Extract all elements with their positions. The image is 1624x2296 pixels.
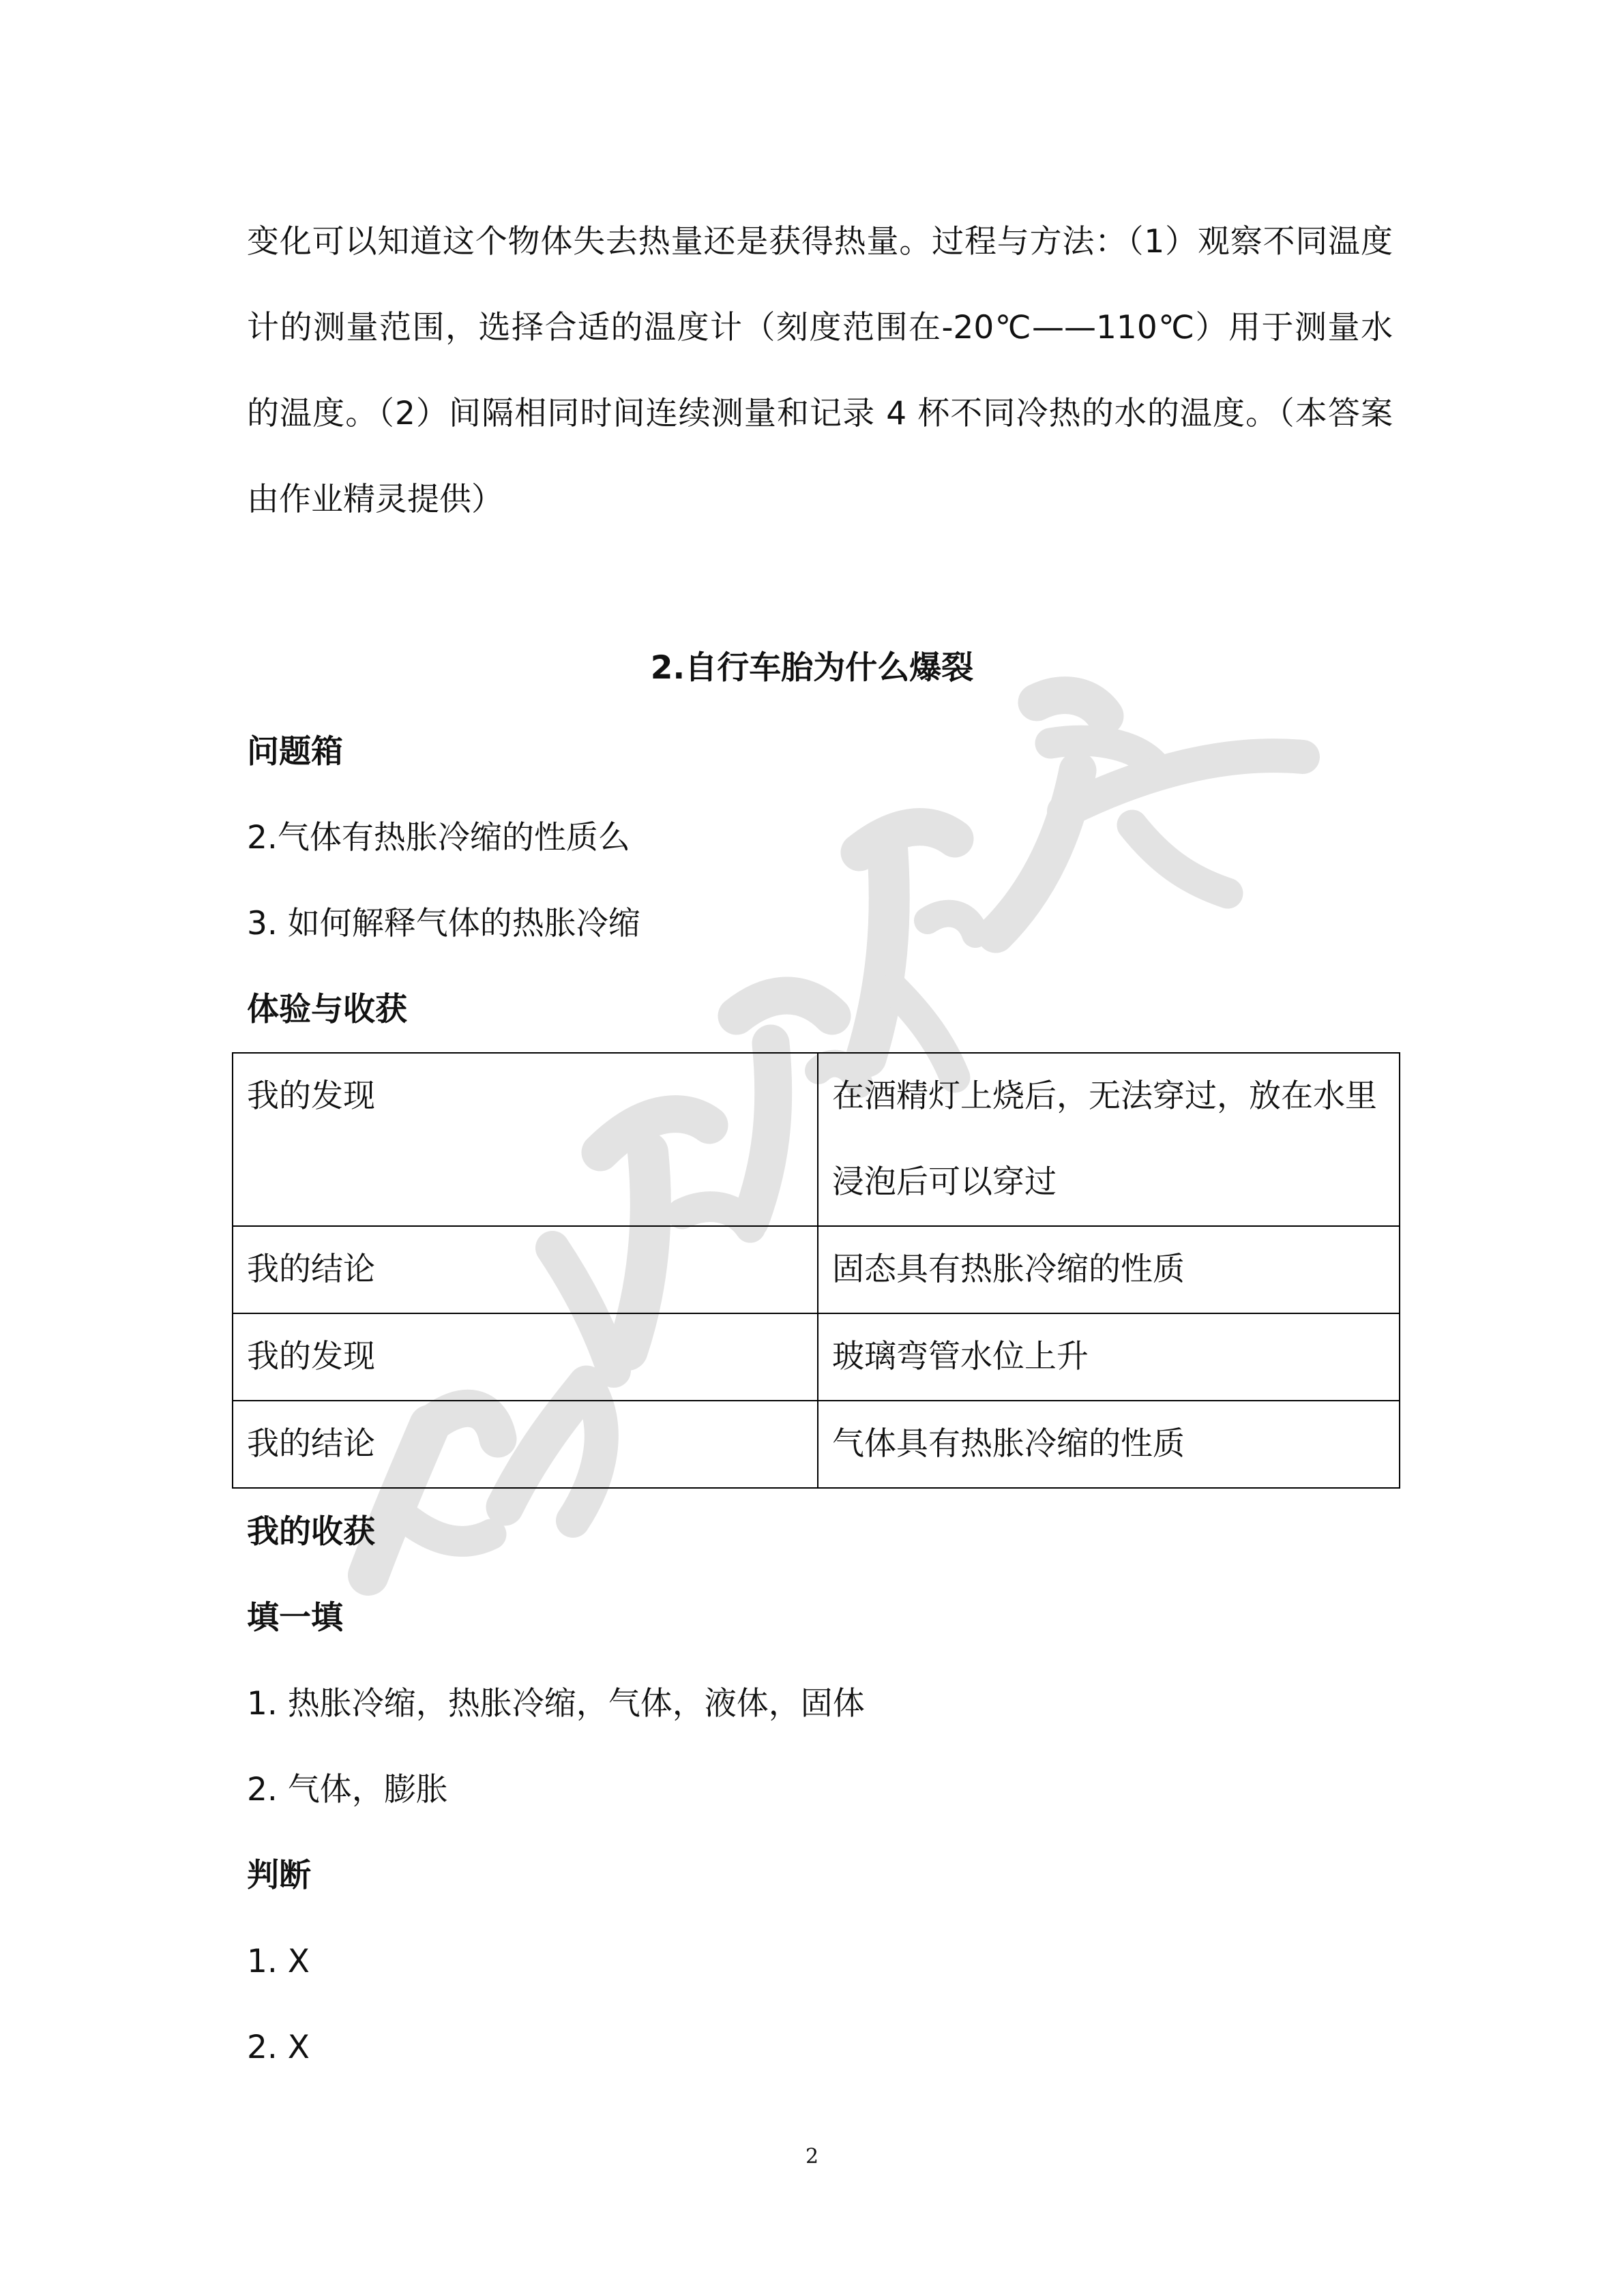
my-gains-heading: 我的收获 xyxy=(247,1513,375,1551)
fill-in-heading: 填一填 xyxy=(247,1599,343,1637)
judge-heading: 判断 xyxy=(247,1857,311,1894)
table-cell-value: 玻璃弯管水位上升 xyxy=(818,1313,1400,1401)
experience-heading: 体验与收获 xyxy=(247,991,407,1028)
fill-in-item: 1. 热胀冷缩，热胀冷缩，气体，液体，固体 xyxy=(247,1685,865,1723)
question-box-heading: 问题箱 xyxy=(247,733,343,771)
table-cell-value: 在酒精灯上烧后，无法穿过，放在水里浸泡后可以穿过 xyxy=(818,1053,1400,1226)
table-cell-label: 我的结论 xyxy=(233,1226,818,1313)
judge-item: 1. X xyxy=(247,1943,310,1980)
table-cell-value: 固态具有热胀冷缩的性质 xyxy=(818,1226,1400,1313)
findings-table xyxy=(232,1052,1400,1489)
judge-item: 2. X xyxy=(247,2029,310,2066)
table-row xyxy=(233,1401,1400,1488)
table-row xyxy=(233,1226,1400,1313)
table-cell-label: 我的发现 xyxy=(233,1313,818,1401)
intro-paragraph: 变化可以知道这个物体失去热量还是获得热量。过程与方法：（1）观察不同温度计的测量范围，选择合适的温度计（刻度范围在-20℃——110℃）用于测量水的温度。（2）间隔相同时间连续测量和记录 4 杯不同冷热的水的温度。（本答案由作业精灵提供） xyxy=(247,223,1393,518)
table-cell-label: 我的结论 xyxy=(233,1401,818,1488)
question-item: 2.气体有热胀冷缩的性质么 xyxy=(247,819,630,856)
question-item: 3. 如何解释气体的热胀冷缩 xyxy=(247,905,640,942)
page-number: 2 xyxy=(805,2145,819,2168)
table-cell-label: 我的发现 xyxy=(233,1053,818,1226)
table-cell-value: 气体具有热胀冷缩的性质 xyxy=(818,1401,1400,1488)
table-row xyxy=(233,1313,1400,1401)
table-row xyxy=(233,1053,1400,1226)
section-title: 2.自行车胎为什么爆裂 xyxy=(650,649,974,687)
fill-in-item: 2. 气体，膨胀 xyxy=(247,1771,448,1808)
